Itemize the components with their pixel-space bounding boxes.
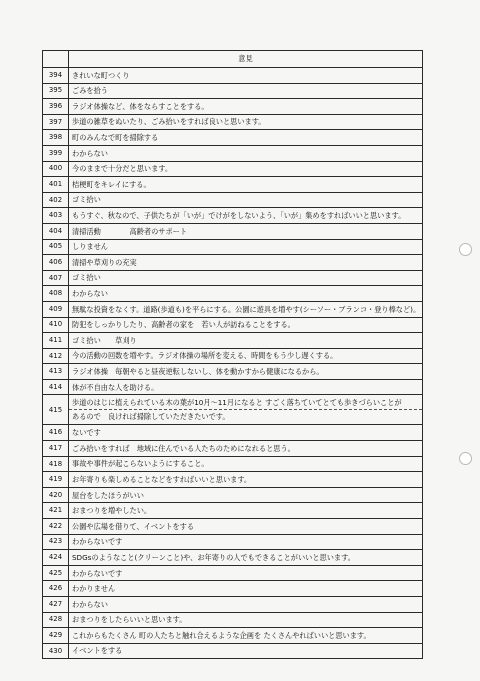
table-row [43, 161, 423, 177]
table-row [43, 565, 423, 581]
row-number: 421 [43, 503, 69, 519]
table-header-row [43, 51, 423, 68]
row-opinion: 清掃活動 高齢者のサポート [69, 223, 423, 239]
table-row [43, 487, 423, 503]
table-row [43, 550, 423, 566]
row-opinion: ないです [69, 425, 423, 441]
row-number: 418 [43, 456, 69, 472]
row-number: 396 [43, 99, 69, 115]
row-opinion: しりません [69, 239, 423, 255]
row-number: 422 [43, 519, 69, 535]
row-number: 420 [43, 487, 69, 503]
opinion-table [42, 50, 423, 659]
table-row [43, 99, 423, 115]
row-opinion: 今の活動の回数を増やす。ラジオ体操の場所を変える、時間をもう少し遅くする。 [69, 348, 423, 364]
row-opinion [69, 395, 423, 425]
row-opinion: きれいな町つくり [69, 68, 423, 84]
row-number: 411 [43, 333, 69, 349]
row-opinion: ごみ拾いをすれば 地域に住んでいる人たちのためになれると思う。 [69, 441, 423, 457]
table-row [43, 68, 423, 84]
table-row [43, 519, 423, 535]
table-row [43, 628, 423, 644]
row-opinion: 清掃や草刈りの充実 [69, 255, 423, 271]
table-row [43, 534, 423, 550]
row-number: 428 [43, 612, 69, 628]
row-number: 415 [43, 395, 69, 425]
row-opinion: ラジオ体操など、体をならすことをする。 [69, 99, 423, 115]
row-opinion: わからないです [69, 565, 423, 581]
row-number: 429 [43, 628, 69, 644]
table-row [43, 130, 423, 146]
table-row [43, 333, 423, 349]
row-opinion: 歩道の雑草をぬいたり、ごみ拾いをすれば良いと思います。 [69, 114, 423, 130]
row-opinion: 無駄な投資をなくす。道路(歩道も)を平らにする。公園に遊具を増やす(シーソー・ブランコ・登り棒など)。 [69, 301, 423, 317]
row-opinion: 公園や広場を借りて、イベントをする [69, 519, 423, 535]
row-number: 430 [43, 643, 69, 659]
row-opinion: 事故や事件が起こらないようにすること。 [69, 456, 423, 472]
row-number: 425 [43, 565, 69, 581]
row-opinion: イベントをする [69, 643, 423, 659]
row-number: 394 [43, 68, 69, 84]
row-opinion: わからないです [69, 534, 423, 550]
row-number: 424 [43, 550, 69, 566]
row-number: 412 [43, 348, 69, 364]
row-number: 414 [43, 379, 69, 395]
row-number: 413 [43, 364, 69, 380]
table-row [43, 208, 423, 224]
table-row [43, 255, 423, 271]
row-opinion: わからない [69, 286, 423, 302]
table-row [43, 379, 423, 395]
opinion-line-1: 歩道のはじに植えられている木の葉が10月～11月になると すごく落ちていてとても歩きづらいことが [72, 398, 402, 408]
table-row [43, 395, 423, 425]
row-number: 406 [43, 255, 69, 271]
row-number: 408 [43, 286, 69, 302]
table-row [43, 425, 423, 441]
row-number: 399 [43, 145, 69, 161]
row-number: 416 [43, 425, 69, 441]
row-number: 409 [43, 301, 69, 317]
row-number: 400 [43, 161, 69, 177]
row-number: 395 [43, 83, 69, 99]
table-row [43, 612, 423, 628]
row-number: 398 [43, 130, 69, 146]
row-opinion: わからない [69, 597, 423, 613]
row-opinion: これからもたくさん 町の人たちと触れ合えるような企画を たくさんやればいいと思います。 [69, 628, 423, 644]
row-opinion: SDGsのようなこと(クリーンこと)や、お年寄りの人でもできることがいいと思います。 [69, 550, 423, 566]
table-row [43, 472, 423, 488]
table-row [43, 223, 423, 239]
row-number: 423 [43, 534, 69, 550]
row-number: 410 [43, 317, 69, 333]
row-opinion: ゴミ拾い 草刈り [69, 333, 423, 349]
punch-hole-top [459, 243, 472, 256]
row-number: 397 [43, 114, 69, 130]
row-number: 405 [43, 239, 69, 255]
table-row [43, 643, 423, 659]
row-opinion: ラジオ体操 毎朝やると昼夜逆転しないし、体を動かすから健康になるから。 [69, 364, 423, 380]
row-opinion: 防犯をしっかりしたり、高齢者の家を 若い人が訪ねることをする。 [69, 317, 423, 333]
table-row [43, 177, 423, 193]
row-opinion: 今のままで十分だと思います。 [69, 161, 423, 177]
table-row [43, 286, 423, 302]
table-row [43, 145, 423, 161]
row-opinion: 体が不自由な人を助ける。 [69, 379, 423, 395]
table-row [43, 270, 423, 286]
row-opinion: お年寄りも楽しめることなどをすればいいと思います。 [69, 472, 423, 488]
table-row [43, 192, 423, 208]
row-opinion: ゴミ拾い [69, 270, 423, 286]
row-opinion: 町のみんなで町を掃除する [69, 130, 423, 146]
opinion-column-header: 意見 [69, 51, 423, 68]
table-row [43, 597, 423, 613]
table-row [43, 317, 423, 333]
table-row [43, 503, 423, 519]
row-opinion: わかりません [69, 581, 423, 597]
table-row [43, 581, 423, 597]
row-number: 426 [43, 581, 69, 597]
table-body [43, 68, 423, 659]
row-number: 419 [43, 472, 69, 488]
row-number: 402 [43, 192, 69, 208]
row-opinion: もうすぐ、秋なので、子供たちが「いが」でけがをしないよう、「いが」集めをすればいいと思います。 [69, 208, 423, 224]
row-number: 417 [43, 441, 69, 457]
row-number: 403 [43, 208, 69, 224]
number-column-header [43, 51, 69, 68]
row-number: 401 [43, 177, 69, 193]
table-row [43, 364, 423, 380]
row-opinion: 屋台をしたほうがいい [69, 487, 423, 503]
table-row [43, 239, 423, 255]
table-row [43, 114, 423, 130]
opinion-line-2: あるので 良ければ掃除していただきたいです。 [72, 412, 230, 422]
row-opinion: ゴミ拾い [69, 192, 423, 208]
row-opinion: 桔梗町をキレイにする。 [69, 177, 423, 193]
row-opinion: ごみを拾う [69, 83, 423, 99]
row-number: 407 [43, 270, 69, 286]
dashed-divider [69, 409, 422, 410]
table-row [43, 348, 423, 364]
table-row [43, 301, 423, 317]
table-row [43, 441, 423, 457]
table-row [43, 456, 423, 472]
row-number: 404 [43, 223, 69, 239]
row-opinion: おまつりをしたらいいと思います。 [69, 612, 423, 628]
row-number: 427 [43, 597, 69, 613]
table-row [43, 83, 423, 99]
row-opinion: おまつりを増やしたい。 [69, 503, 423, 519]
punch-hole-bottom [459, 452, 472, 465]
row-opinion: わからない [69, 145, 423, 161]
